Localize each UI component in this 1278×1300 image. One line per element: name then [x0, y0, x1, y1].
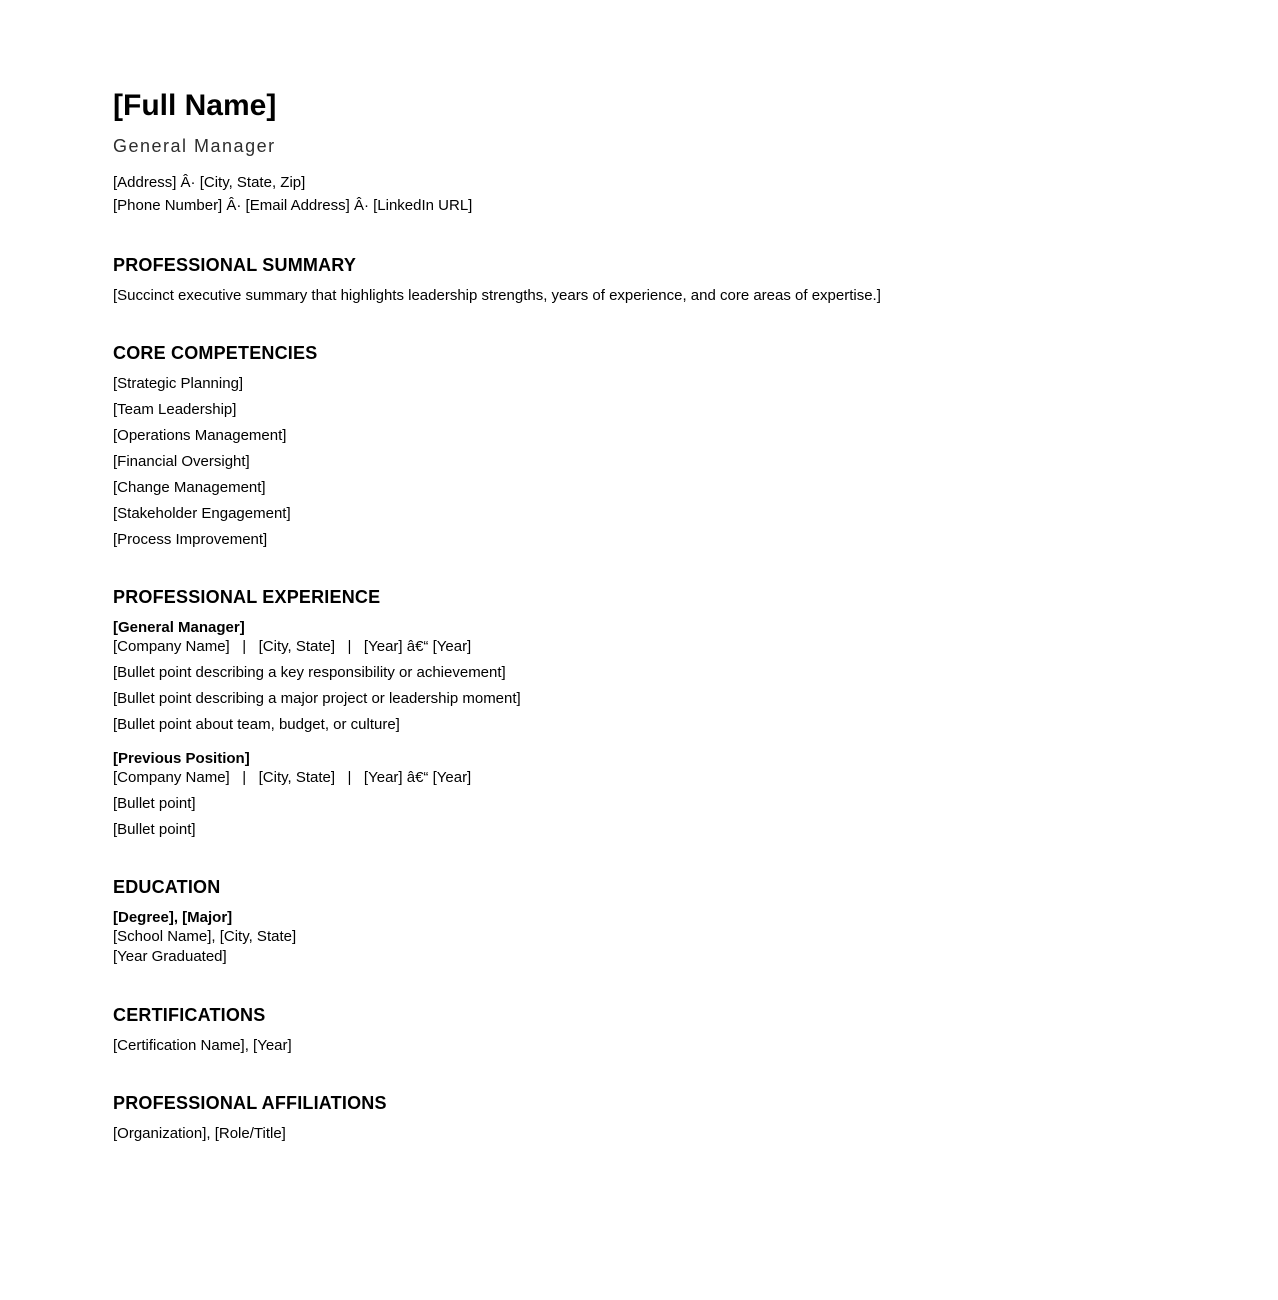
job-bullet: [Bullet point about team, budget, or culture]	[113, 716, 400, 733]
section-professional-experience	[113, 587, 1165, 839]
professional-summary-text: [Succinct executive summary that highlights leadership strengths, years of experience, and core areas of expertise.]	[113, 287, 881, 304]
competency-item: [Financial Oversight]	[113, 453, 250, 470]
professional-affiliations-heading: PROFESSIONAL AFFILIATIONS	[113, 1093, 387, 1113]
job-bullet: [Bullet point describing a major project or leadership moment]	[113, 690, 521, 707]
competency-item: [Strategic Planning]	[113, 375, 244, 392]
competency-item: [Stakeholder Engagement]	[113, 505, 291, 522]
job-entry	[113, 618, 1165, 734]
education-entry	[113, 908, 1165, 967]
professional-experience-heading: PROFESSIONAL EXPERIENCE	[113, 587, 381, 607]
full-name-heading: [Full Name]	[113, 89, 277, 122]
resume-header	[113, 88, 1165, 217]
contact-info	[113, 171, 1165, 217]
competency-item: [Team Leadership]	[113, 401, 237, 418]
section-education	[113, 877, 1165, 967]
job-bullet: [Bullet point describing a key responsibility or achievement]	[113, 664, 506, 681]
section-certifications	[113, 1005, 1165, 1055]
contact-line-phone-email: [Phone Number] Â· [Email Address] Â· [LinkedIn URL]	[113, 197, 473, 214]
job-bullet: [Bullet point]	[113, 795, 196, 812]
job-bullet: [Bullet point]	[113, 821, 196, 838]
core-competencies-heading: CORE COMPETENCIES	[113, 343, 318, 363]
education-degree: [Degree], [Major]	[113, 909, 233, 926]
professional-summary-heading: PROFESSIONAL SUMMARY	[113, 255, 357, 275]
affiliation-entry: [Organization], [Role/Title]	[113, 1125, 286, 1142]
certification-entry: [Certification Name], [Year]	[113, 1037, 292, 1054]
competency-item: [Operations Management]	[113, 427, 287, 444]
job-company-meta: [Company Name] | [City, State] | [Year] â€“ [Year]	[113, 638, 472, 655]
education-year: [Year Graduated]	[113, 948, 227, 965]
job-title-subtitle: General Manager	[113, 136, 276, 156]
job-entry	[113, 749, 1165, 839]
competency-item: [Process Improvement]	[113, 531, 268, 548]
section-core-competencies	[113, 343, 1165, 549]
job-position-title: [General Manager]	[113, 619, 245, 636]
job-position-title: [Previous Position]	[113, 750, 250, 767]
job-company-meta: [Company Name] | [City, State] | [Year] â€“ [Year]	[113, 769, 472, 786]
education-heading: EDUCATION	[113, 877, 221, 897]
section-professional-affiliations	[113, 1093, 1165, 1143]
contact-line-address: [Address] Â· [City, State, Zip]	[113, 174, 306, 191]
section-professional-summary	[113, 255, 1165, 305]
competency-item: [Change Management]	[113, 479, 266, 496]
certifications-heading: CERTIFICATIONS	[113, 1005, 266, 1025]
education-school: [School Name], [City, State]	[113, 928, 297, 945]
